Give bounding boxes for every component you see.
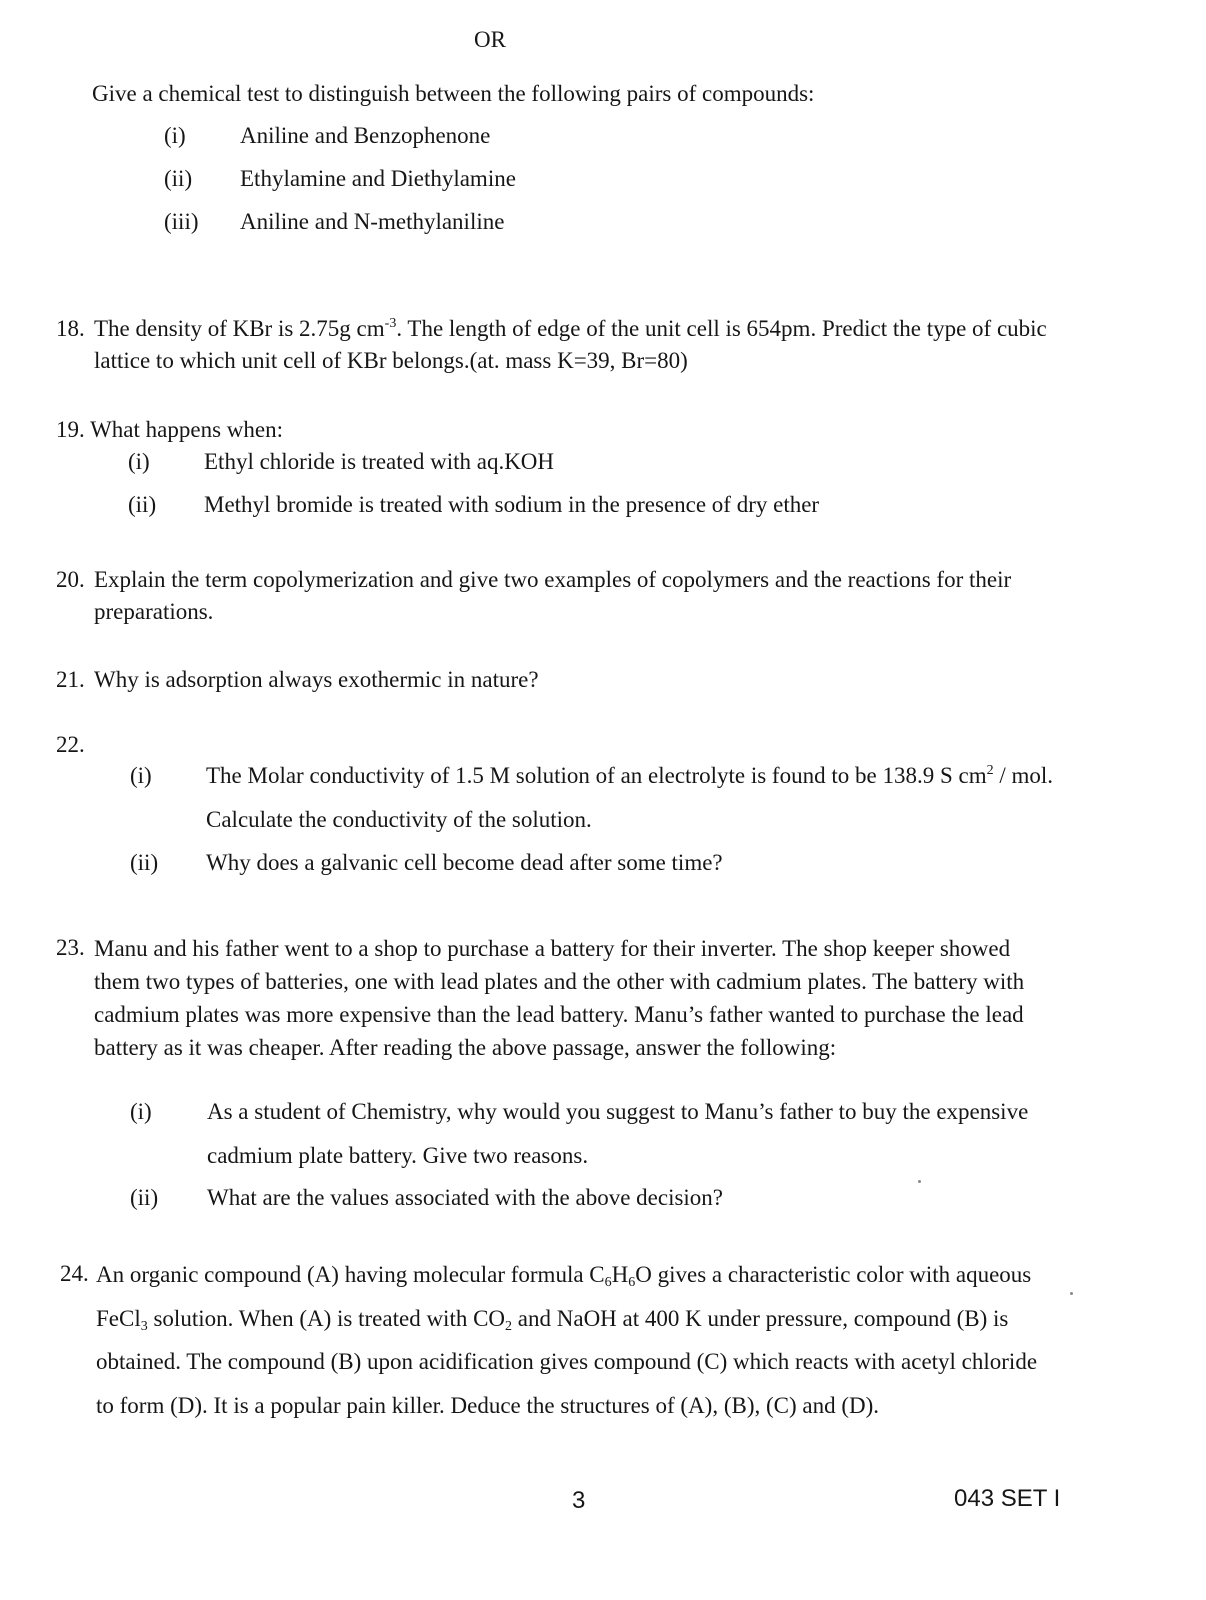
- q24-line-1: [96, 1262, 1032, 1290]
- q22-part-ii-text: Why does a galvanic cell become dead after some time?: [206, 850, 723, 875]
- q24-subscript-h: 6: [628, 1275, 636, 1290]
- q23-part-i: [130, 1096, 1140, 1176]
- q24-line-2-a: FeCl: [96, 1305, 141, 1331]
- paper-code: 043 SET I: [954, 1485, 1061, 1512]
- q21-number: 21.: [56, 667, 85, 692]
- q22-number: 22.: [56, 732, 85, 757]
- q23-part-ii-label: (ii): [130, 1185, 159, 1210]
- q17-item-3-text: Aniline and N-methylaniline: [240, 209, 505, 234]
- q20-line-2: preparations.: [94, 599, 214, 625]
- q24-line-1-a: An organic compound (A) having molecular formula C: [96, 1262, 605, 1287]
- q22-part-i-line-2: Calculate the conductivity of the solution.: [206, 807, 592, 832]
- page-number: 3: [572, 1487, 586, 1514]
- q23-line-2: them two types of batteries, one with lead plates and the other with cadmium plates. The battery with: [94, 969, 1025, 994]
- q23-line-4: battery as it was cheaper. After reading the above passage, answer the following:: [94, 1035, 837, 1060]
- q23-number: 23.: [56, 935, 85, 960]
- q17-item-1-label: (i): [164, 123, 186, 148]
- q22-part-ii-label: (ii): [130, 850, 159, 875]
- q18-text-b: . The length of edge of the unit cell is 654pm. Predict the type of cubic: [396, 316, 1047, 341]
- q18-superscript: -3: [384, 316, 397, 331]
- q24-line-2: [96, 1305, 1009, 1334]
- q23-part-i-line-2: cadmium plate battery. Give two reasons.: [207, 1143, 589, 1168]
- question-18: [56, 313, 1146, 377]
- q17-item-1: [164, 120, 1064, 154]
- q20-number: 20.: [56, 567, 85, 592]
- q24-subscript-c: 6: [604, 1275, 612, 1290]
- question-24: [56, 1258, 1146, 1427]
- q24-line-1-b: H: [611, 1262, 629, 1287]
- q18-body: [94, 313, 1146, 377]
- q19-item-1: [128, 446, 1128, 480]
- q20-line-1: Explain the term copolymerization and give two examples of copolymers and the reactions for their: [94, 567, 1012, 592]
- q23-part-ii: [130, 1182, 1140, 1216]
- q17-item-2-label: (ii): [164, 166, 193, 191]
- q18-line-2: lattice to which unit cell of KBr belongs.(at. mass K=39, Br=80): [94, 348, 688, 374]
- q19-item-2: [128, 489, 1128, 523]
- q22-part-i-text-b: / mol.: [993, 763, 1054, 788]
- q17-item-3: [164, 206, 1064, 240]
- question-21: [56, 664, 1146, 696]
- q24-line-4: to form (D). It is a popular pain killer. Deduce the structures of (A), (B), (C) and (D).: [96, 1392, 880, 1418]
- q24-subscript-o: 2: [505, 1318, 513, 1334]
- q17-prompt: Give a chemical test to distinguish between the following pairs of compounds:: [92, 81, 815, 106]
- q23-passage: [56, 932, 1146, 1064]
- q24-line-1-c: O gives a characteristic color with aqueous: [635, 1262, 1032, 1287]
- q22-part-ii: [130, 847, 1140, 881]
- q19-item-2-text: Methyl bromide is treated with sodium in the presence of dry ether: [204, 492, 820, 517]
- q20-body: [94, 564, 1146, 628]
- q19-number: 19.: [56, 417, 85, 442]
- q24-subscript-cl: 3: [140, 1318, 148, 1334]
- q17-item-2-text: Ethylamine and Diethylamine: [240, 166, 516, 191]
- q23-line-1: Manu and his father went to a shop to purchase a battery for their inverter. The shop keeper showed: [94, 936, 1011, 961]
- q23-part-i-line-1: As a student of Chemistry, why would you suggest to Manu’s father to buy the expensive: [207, 1099, 1029, 1124]
- or-heading: OR: [474, 27, 506, 52]
- q24-line-3: obtained. The compound (B) upon acidification gives compound (C) which reacts with acetyl chloride: [96, 1349, 1038, 1374]
- q24-body: [96, 1253, 1146, 1427]
- q19-item-1-label: (i): [128, 449, 150, 474]
- scan-speck: [918, 1180, 921, 1183]
- q17-item-3-label: (iii): [164, 209, 199, 234]
- q22-part-i-line-1: [206, 760, 1053, 792]
- q23-body: [94, 932, 1146, 1064]
- q24-line-2-b: solution. When (A) is treated with CO: [147, 1305, 506, 1331]
- q17-item-1-text: Aniline and Benzophenone: [240, 123, 491, 148]
- q22-part-i: [130, 760, 1140, 840]
- q19-item-2-label: (ii): [128, 492, 157, 517]
- q22-part-i-text-a: The Molar conductivity of 1.5 M solution of an electrolyte is found to be 138.9 S cm: [206, 763, 987, 788]
- q18-text-a: The density of KBr is 2.75g cm: [94, 316, 385, 341]
- q24-number: 24.: [60, 1261, 89, 1286]
- q23-part-i-label: (i): [130, 1099, 152, 1124]
- q22-part-i-label: (i): [130, 763, 152, 788]
- scan-speck: [1070, 1292, 1073, 1295]
- q19-item-1-text: Ethyl chloride is treated with aq.KOH: [204, 449, 555, 474]
- q24-line-2-c: and NaOH at 400 K under pressure, compound (B) is: [512, 1305, 1009, 1331]
- q22-part-i-superscript: 2: [986, 763, 994, 778]
- q19-prompt: What happens when:: [90, 417, 283, 442]
- q18-number: 18.: [56, 316, 85, 341]
- q23-line-3: cadmium plates was more expensive than the lead battery. Manu’s father wanted to purchase the lead: [94, 1002, 1024, 1027]
- q17-item-2: [164, 163, 1064, 197]
- q21-text: Why is adsorption always exothermic in nature?: [94, 667, 539, 692]
- q19-header: [56, 414, 283, 446]
- q23-part-ii-text: What are the values associated with the above decision?: [207, 1185, 724, 1210]
- question-20: [56, 564, 1146, 628]
